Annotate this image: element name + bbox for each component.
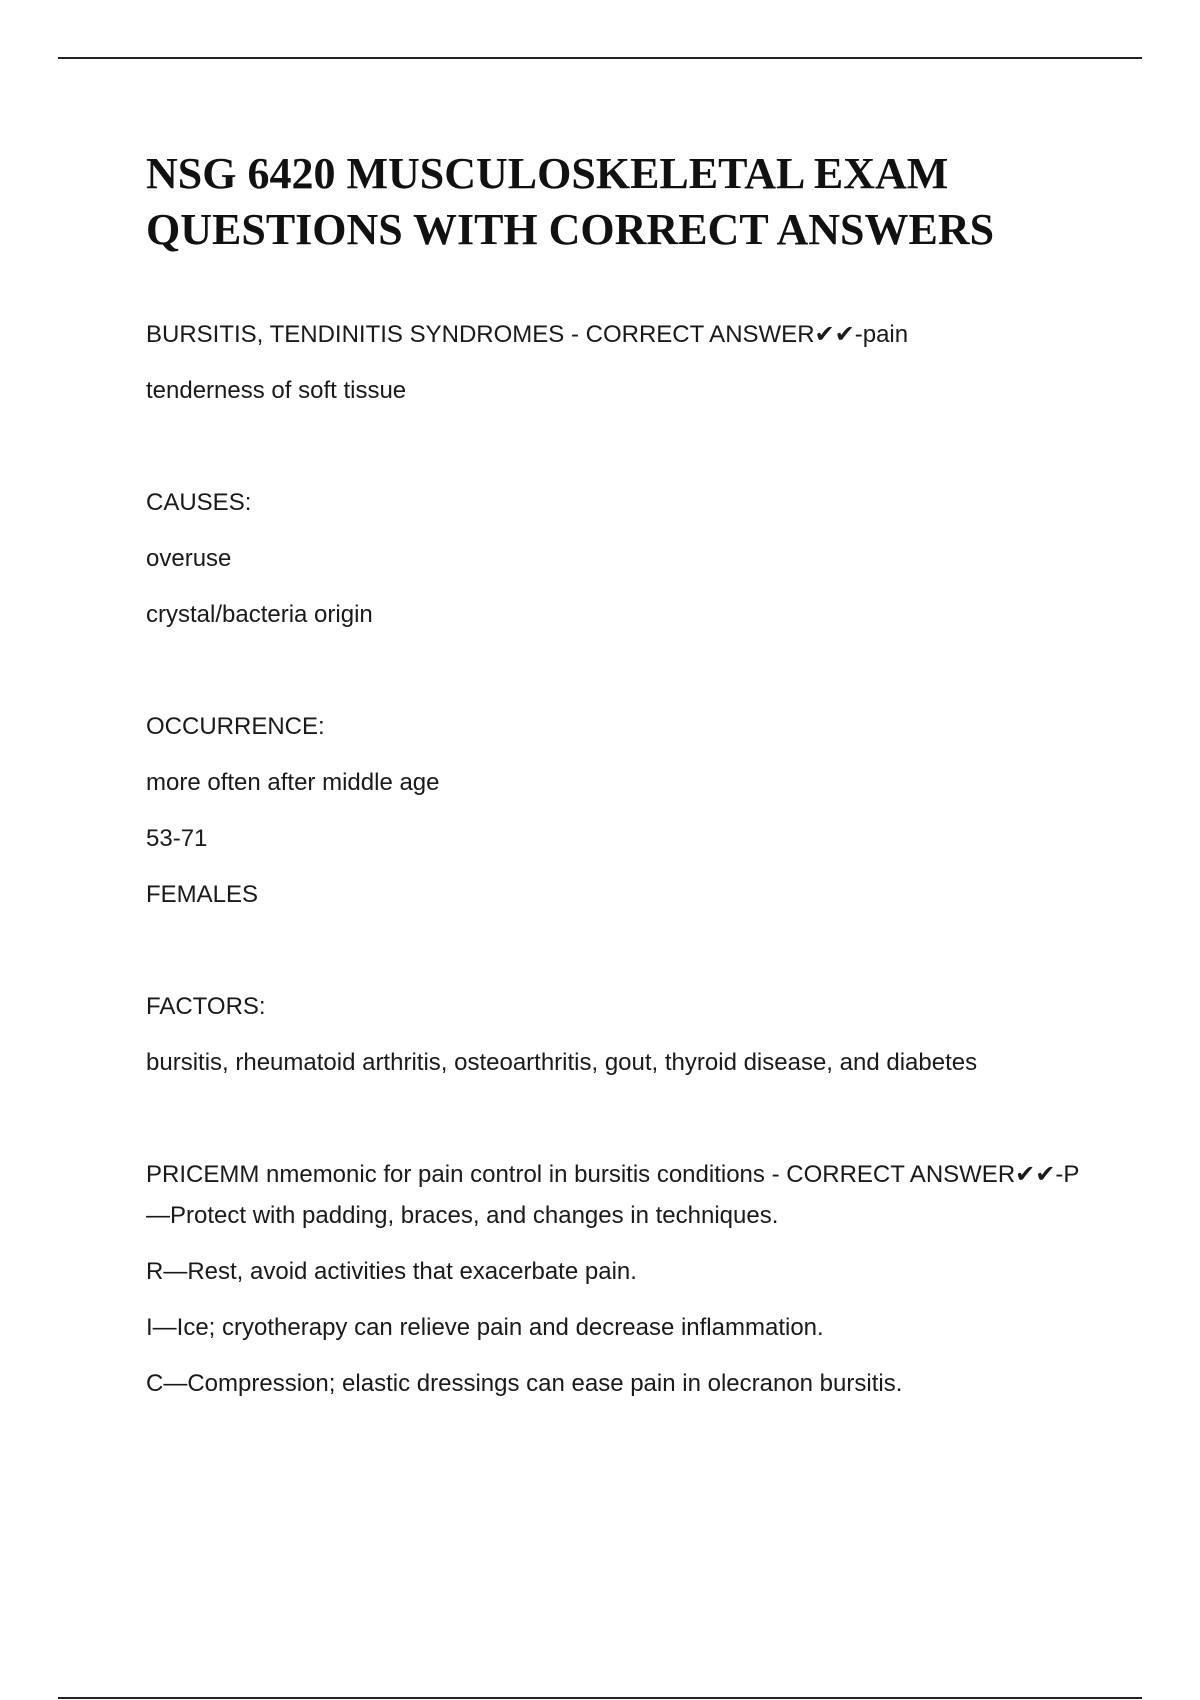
answer-line: R—Rest, avoid activities that exacerbate pain. (146, 1258, 637, 1285)
block-occurrence (146, 706, 1096, 915)
section-heading-causes: CAUSES: (146, 489, 252, 516)
spacer (146, 650, 1096, 706)
top-rule (58, 57, 1142, 59)
question-bursitis: BURSITIS, TENDINITIS SYNDROMES - CORRECT ANSWER✔✔-pain (146, 321, 909, 348)
block-bursitis (146, 314, 1096, 411)
answer-line: I—Ice; cryotherapy can relieve pain and decrease inflammation. (146, 1314, 824, 1341)
answer-line: 53-71 (146, 825, 208, 852)
spacer (146, 930, 1096, 986)
answer-line: bursitis, rheumatoid arthritis, osteoarthritis, gout, thyroid disease, and diabetes (146, 1049, 978, 1076)
answer-line: FEMALES (146, 881, 259, 908)
block-factors (146, 986, 1096, 1083)
question-pricemm: PRICEMM nmemonic for pain control in bursitis conditions - CORRECT ANSWER✔✔-P—Protect with padding, braces, and changes in techniques. (146, 1161, 1080, 1229)
spacer (146, 1098, 1096, 1154)
spacer (146, 426, 1096, 482)
answer-line: more often after middle age (146, 769, 440, 796)
document-body (146, 146, 1096, 1419)
section-heading-factors: FACTORS: (146, 993, 266, 1020)
answer-line: crystal/bacteria origin (146, 601, 373, 628)
bottom-rule (58, 1697, 1142, 1699)
answer-line: C—Compression; elastic dressings can ease pain in olecranon bursitis. (146, 1370, 903, 1397)
answer-line: tenderness of soft tissue (146, 377, 407, 404)
document-title: NSG 6420 MUSCULOSKELETAL EXAM QUESTIONS WITH CORRECT ANSWERS (146, 149, 995, 254)
block-causes (146, 482, 1096, 635)
section-heading-occurrence: OCCURRENCE: (146, 713, 325, 740)
answer-line: overuse (146, 545, 232, 572)
block-pricemm (146, 1154, 1096, 1404)
